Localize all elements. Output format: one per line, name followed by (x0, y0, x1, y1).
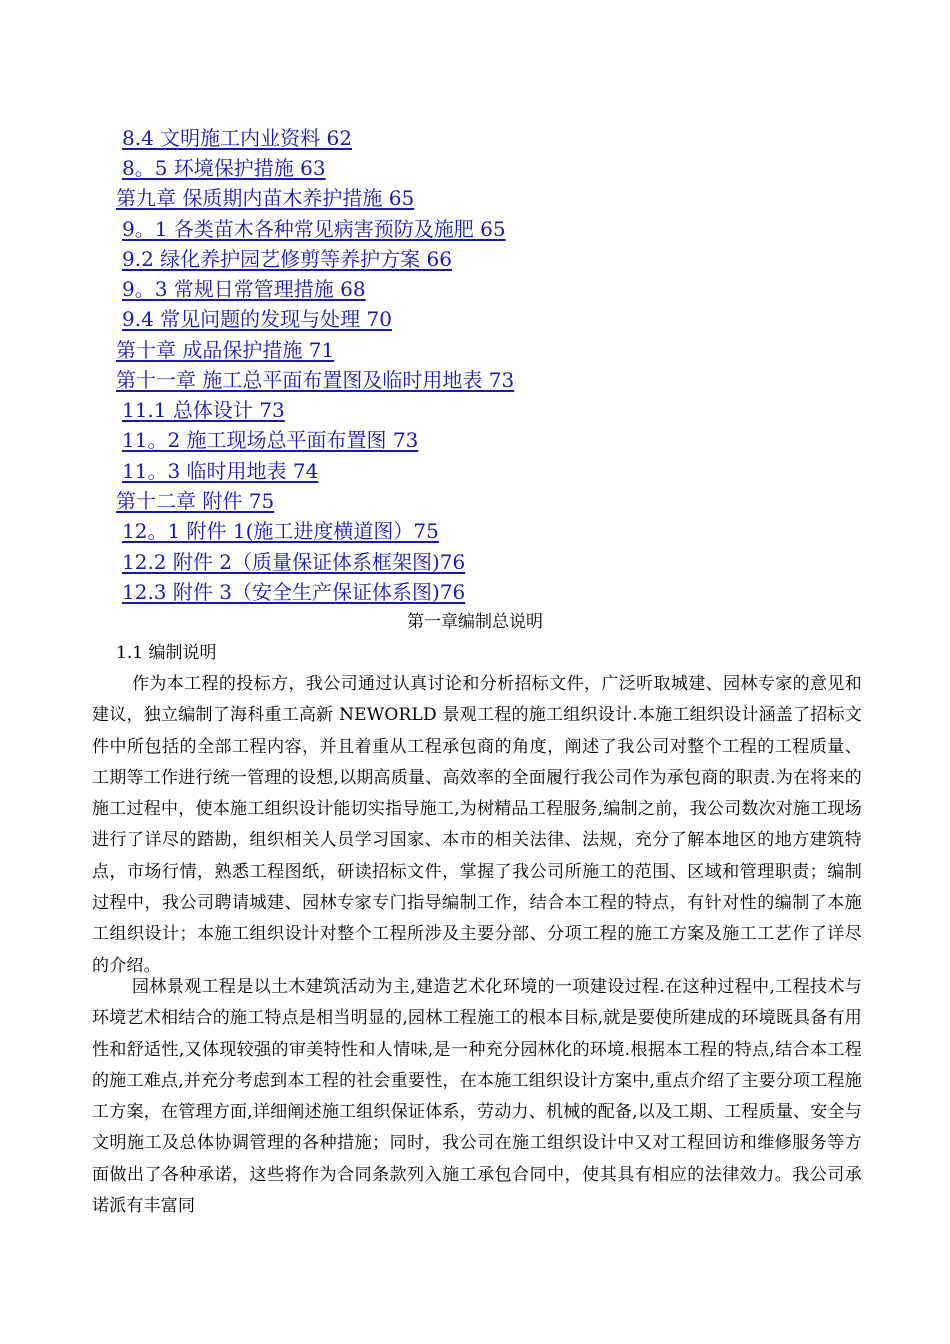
toc-link-8-5[interactable]: 8。5 环境保护措施 63 (122, 156, 326, 180)
toc-link-9-2[interactable]: 9.2 绿化养护园艺修剪等养护方案 66 (122, 247, 452, 271)
body-paragraph: 作为本工程的投标方，我公司通过认真讨论和分析招标文件，广泛听取城建、园林专家的意见和建议，独立编制了海科重工高新 NEWORLD 景观工程的施工组织设计.本施工组织设计涵盖了招标文件中所包括的全部工程内容，并且着重从工程承包商的角度，阐述了我公司对整个工程的工程质量、工期等工作进行统一管理的设想,以期高质量、高效率的全面履行我公司作为承包商的职责.为在将来的施工过程中，使本施工组织设计能切实指导施工,为树精品工程服务,编制之前，我公司数次对施工现场进行了详尽的踏勘，组织相关人员学习国家、本市的相关法律、法规，充分了解本地区的地方建筑特点，市场行情，熟悉工程图纸，研读招标文件，掌握了我公司所施工的范围、区域和管理职责；编制过程中，我公司聘请城建、园林专家专门指导编制工作，结合本工程的特点，有针对性的编制了本施工组织设计；本施工组织设计对整个工程所涉及主要分部、分项工程的施工方案及施工工艺作了详尽的介绍。 (92, 674, 862, 976)
toc-link-9-4[interactable]: 9.4 常见问题的发现与处理 70 (122, 307, 392, 331)
toc-link-11-1[interactable]: 11.1 总体设计 73 (122, 398, 285, 422)
toc-link-11-3[interactable]: 11。3 临时用地表 74 (122, 459, 319, 483)
section-heading: 1.1 编制说明 (116, 643, 217, 663)
body-paragraph-1-block (92, 669, 862, 982)
toc-link-11-2[interactable]: 11。2 施工现场总平面布置图 73 (122, 428, 419, 452)
toc-link-8-4[interactable]: 8.4 文明施工内业资料 62 (122, 126, 352, 150)
toc-link-chapter-12[interactable]: 第十二章 附件 75 (116, 489, 275, 513)
toc-link-9-3[interactable]: 9。3 常规日常管理措施 68 (122, 277, 366, 301)
toc-link-12-3[interactable]: 12.3 附件 3（安全生产保证体系图)76 (122, 580, 466, 604)
toc-link-12-2[interactable]: 12.2 附件 2（质量保证体系框架图)76 (122, 550, 466, 574)
toc-link-12-1[interactable]: 12。1 附件 1(施工进度横道图）75 (122, 519, 439, 543)
toc-link-chapter-11[interactable]: 第十一章 施工总平面布置图及临时用地表 73 (116, 368, 515, 392)
toc-link-chapter-9[interactable]: 第九章 保质期内苗木养护措施 65 (116, 186, 415, 210)
body-paragraph: 园林景观工程是以土木建筑活动为主,建造艺术化环境的一项建设过程.在这种过程中,工程技术与环境艺术相结合的施工特点是相当明显的,园林工程施工的根本目标,就是要使所建成的环境既具备有用性和舒适性,又体现较强的审美特性和人情味,是一种充分园林化的环境.根据本工程的特点,结合本工程的施工难点,并充分考虑到本工程的社会重要性，在本施工组织设计方案中,重点介绍了主要分项工程施工方案，在管理方面,详细阐述施工组织保证体系，劳动力、机械的配备,以及工期、工程质量、安全与文明施工及总体协调管理的各种措施；同时，我公司在施工组织设计中又对工程回访和维修服务等方面做出了各种承诺，这些将作为合同条款列入施工承包合同中，使其具有相应的法律效力。我公司承诺派有丰富同 (92, 977, 862, 1217)
toc-link-9-1[interactable]: 9。1 各类苗木各种常见病害预防及施肥 65 (122, 217, 506, 241)
body-paragraph-2-block (92, 972, 862, 1222)
chapter-title: 第一章编制总说明 (407, 612, 543, 632)
toc-link-chapter-10[interactable]: 第十章 成品保护措施 71 (116, 338, 335, 362)
